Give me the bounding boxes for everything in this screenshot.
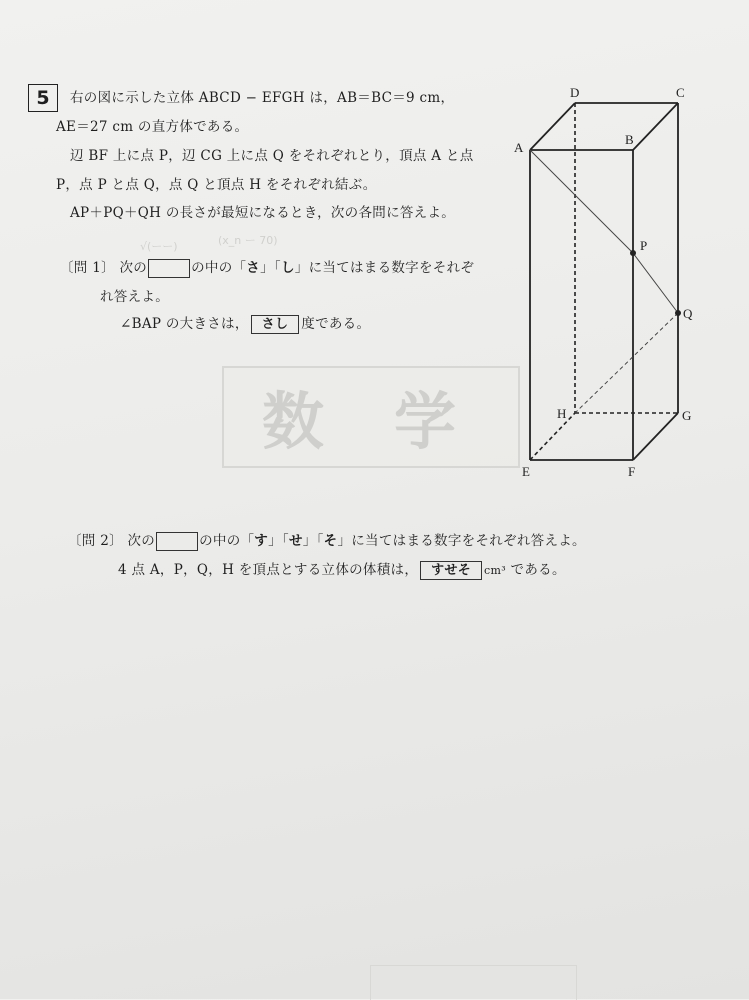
q1-line-1 bbox=[60, 259, 474, 278]
problem-number: 5 bbox=[28, 84, 58, 112]
faint-note-2: (x_n ー 70) bbox=[218, 234, 278, 247]
faint-footer-box bbox=[370, 965, 577, 1000]
q2-mid: の中の「 bbox=[199, 533, 255, 549]
label-H: H bbox=[557, 406, 567, 421]
edge-FG bbox=[633, 413, 678, 460]
label-F: F bbox=[628, 464, 636, 479]
segment-PQ bbox=[633, 253, 678, 313]
segment-AP bbox=[530, 150, 633, 253]
label-D: D bbox=[570, 85, 580, 100]
watermark-text: 数学 bbox=[262, 385, 527, 458]
q2-stmt-post: である。 bbox=[510, 562, 566, 578]
q2-label: 〔問 2〕 bbox=[68, 533, 123, 549]
q2-line-1 bbox=[68, 532, 586, 551]
q2-sep-1: 」「 bbox=[268, 533, 289, 549]
q2-kana-so: そ bbox=[323, 533, 338, 549]
q2-kana-se: せ bbox=[288, 533, 303, 549]
edge-BC bbox=[633, 103, 678, 150]
q1-pre: 次の bbox=[119, 260, 148, 276]
edge-AD bbox=[530, 103, 575, 150]
label-P: P bbox=[640, 238, 648, 253]
q2-post: 」に当てはまる数字をそれぞれ答えよ。 bbox=[337, 533, 586, 549]
label-B: B bbox=[625, 132, 634, 147]
q1-sep: 」「 bbox=[260, 260, 281, 276]
q2-kana-su: す bbox=[254, 533, 269, 549]
q1-kana-shi: し bbox=[280, 260, 295, 276]
label-A: A bbox=[514, 140, 524, 155]
q1-stmt-pre: ∠BAP の大きさは， bbox=[120, 316, 249, 332]
q1-post: 」に当てはまる数字をそれぞ bbox=[294, 260, 475, 276]
label-E: E bbox=[522, 464, 530, 479]
q1-line-2: れ答えよ。 bbox=[100, 289, 169, 305]
point-Q bbox=[675, 310, 681, 316]
segment-QH bbox=[575, 313, 678, 413]
label-C: C bbox=[676, 85, 685, 100]
q2-statement bbox=[118, 561, 566, 580]
edge-EH-hidden bbox=[530, 413, 575, 460]
q1-stmt-post: 度である。 bbox=[301, 316, 371, 332]
label-G: G bbox=[682, 408, 692, 423]
q2-pre: 次の bbox=[127, 533, 156, 549]
q2-unit: cm³ bbox=[484, 564, 506, 577]
problem-line-2: AE＝27 cm の直方体である。 bbox=[56, 119, 249, 135]
problem-line-1: 右の図に示した立体 ABCD − EFGH は，AB＝BC＝9 cm， bbox=[70, 90, 455, 106]
q1-statement bbox=[120, 315, 370, 334]
q1-kana-sa: さ bbox=[246, 260, 261, 276]
q1-label: 〔問 1〕 bbox=[60, 260, 115, 276]
q2-stmt-pre: 4 点 A，P，Q，H を頂点とする立体の体積は， bbox=[118, 562, 419, 578]
problem-line-4: P，点 P と点 Q，点 Q と頂点 H をそれぞれ結ぶ。 bbox=[56, 177, 377, 193]
q1-blank-box bbox=[148, 259, 190, 278]
problem-line-3: 辺 BF 上に点 P，辺 CG 上に点 Q をそれぞれとり，頂点 A と点 bbox=[70, 148, 474, 164]
label-Q: Q bbox=[683, 306, 693, 321]
q2-blank-box bbox=[156, 532, 198, 551]
q2-sep-2: 」「 bbox=[302, 533, 324, 549]
q1-answer-box: さし bbox=[251, 315, 300, 334]
q2-answer-box: すせそ bbox=[420, 561, 482, 580]
cuboid-figure bbox=[500, 80, 710, 480]
faint-note-1: √(ーー) bbox=[140, 240, 178, 253]
q1-mid: の中の「 bbox=[191, 260, 247, 276]
point-P bbox=[630, 250, 636, 256]
problem-line-5: AP＋PQ＋QH の長さが最短になるとき，次の各問に答えよ。 bbox=[70, 205, 456, 221]
